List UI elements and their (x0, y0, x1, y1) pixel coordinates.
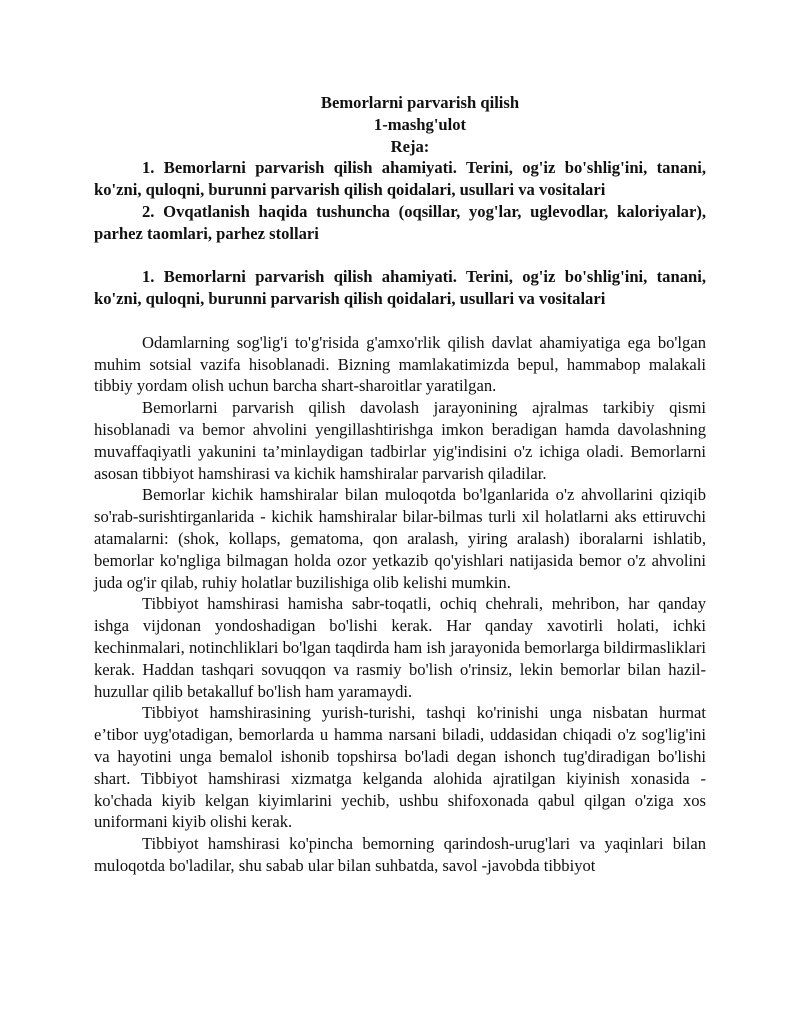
section-heading: 1. Bemorlarni parvarish qilish ahamiyati. Terini, og'iz bo'shlig'ini, tanani, ko'zni, quloqni, burunni parvarish qilish qoidalari, usullari va vositalari (94, 267, 706, 309)
lesson-number: 1-mashg'ulot (373, 114, 467, 134)
body-paragraph: Odamlarning sog'lig'i to'g'risida g'amxo'rlik qilish davlat ahamiyatiga ega bo'lgan muhim sotsial vazifa hisoblanadi. Bizning mamlakatimizda bepul, hammabop malakali tibbiy yordam olish uchun barcha shart-sharoitlar yaratilgan. (94, 332, 706, 396)
spacer (94, 245, 706, 267)
plan-item: 1. Bemorlarni parvarish qilish ahamiyati. Terini, og'iz bo'shlig'ini, tanani, ko'zni, quloqni, burunni parvarish qilish qoidalari, usullari va vositalari (94, 158, 706, 200)
plan-label: Reja: (390, 136, 430, 156)
body-paragraph: Tibbiyot hamshirasi hamisha sabr-toqatli, ochiq chehrali, mehribon, har qanday ishga vijdonan yondoshadigan bo'lishi kerak. Har qanday xavotirli holati, ichki kechinmalari, notinchliklari bo'lgan taqdirda ham ish jarayonida bemorlarga bildirmasliklari kerak. Haddan tashqari sovuqqon va rasmiy bo'lish o'rinsiz, lekin bemorlar bilan hazil-huzullar qilib betakalluf bo'lish ham yaramaydi. (94, 594, 706, 701)
plan-item: 2. Ovqatlanish haqida tushuncha (oqsillar, yog'lar, uglevodlar, kaloriyalar), parhez taomlari, parhez stollari (94, 201, 706, 243)
document-title: Bemorlarni parvarish qilish (320, 93, 520, 112)
body-paragraph: Bemorlarni parvarish qilish davolash jarayonining ajralmas tarkibiy qismi hisoblanadi va bemor ahvolini yengillashtirishga imkon beradigan hamda davolashning muvaffaqiyatli yakunini ta’minlaydigan tadbirlar yig'indisini o'z ichiga oladi. Bemorlarni asosan tibbiyot hamshirasi va kichik hamshiralar parvarish qiladilar. (94, 398, 706, 483)
body-paragraph: Tibbiyot hamshirasi ko'pincha bemorning qarindosh-urug'lari va yaqinlari bilan muloqotda bo'ladilar, shu sabab ular bilan suhbatda, savol -javobda tibbiyot (94, 834, 706, 875)
body-paragraph: Bemorlar kichik hamshiralar bilan muloqotda bo'lganlarida o'z ahvollarini qiziqib so'rab-surishtirganlarida - kichik hamshiralar bilar-bilmas turli xil holatlarni aks ettiruvchi atamalarni: (shok, kollaps, gematoma, qon aralash, yiring aralash) iboralarni ishlatib, bemorlar ko'ngliga bilmagan holda ozor yetkazib qo'yishlari natijasida bemor o'z ahvolini juda og'ir qilab, ruhiy holatlar buzilishiga olib kelishi mumkin. (94, 485, 706, 592)
document-page (94, 92, 706, 877)
spacer (94, 310, 706, 332)
body-paragraph: Tibbiyot hamshirasining yurish-turishi, tashqi ko'rinishi unga nisbatan hurmat e’tibor uyg'otadigan, bemorlarda u hamma narsani biladi, uddasidan chiqadi o'z sog'lig'ini va hayotini unga bemalol ishonib topshirsa bo'ladi degan ishonch tug'diradigan bo'lishi shart. Tibbiyot hamshirasi xizmatga kelganda alohida ajratilgan kiyinish xonasida - ko'chada kiyib kelgan kiyimlarini yechib, ushbu shifoxonada qabul qilgan o'ziga xos uniformani kiyib olishi kerak. (94, 703, 706, 832)
